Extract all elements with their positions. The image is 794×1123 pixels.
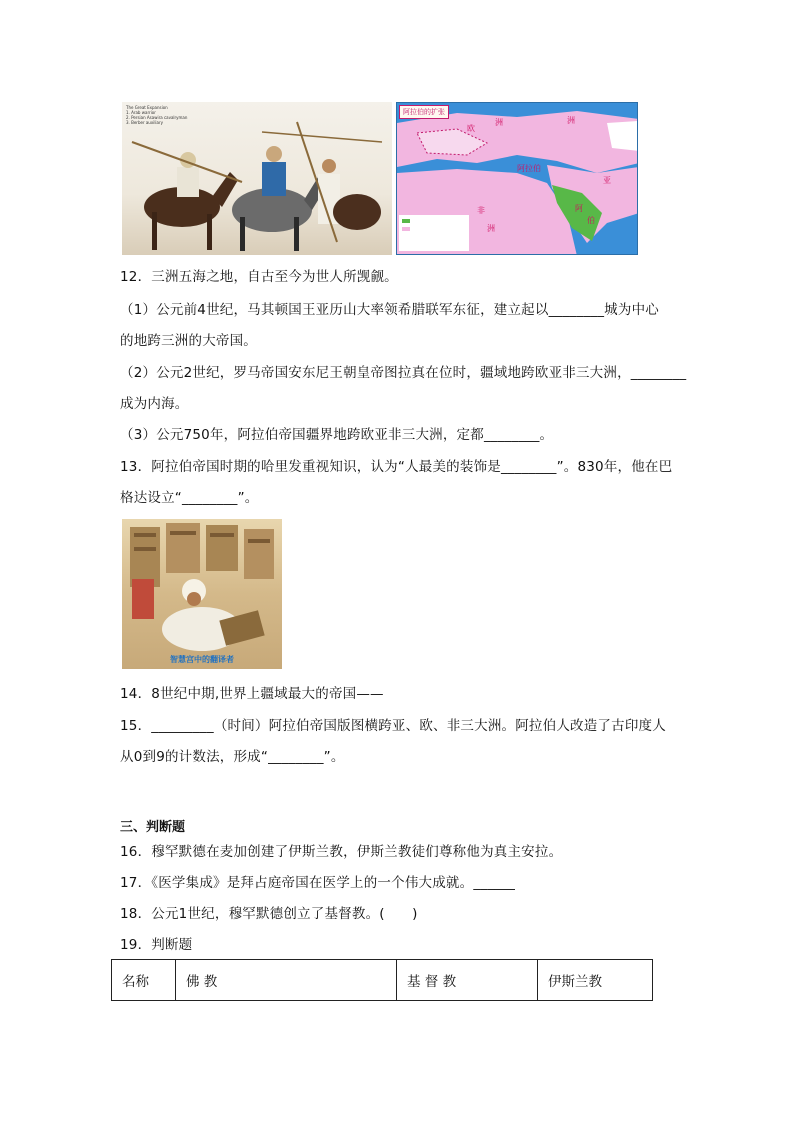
question-19: 19．判断题	[120, 937, 193, 953]
arab-expansion-map	[396, 102, 638, 255]
question-17: 17．《医学集成》是拜占庭帝国在医学上的一个伟大成就。______	[120, 875, 516, 891]
question-12-part-2-cont: 成为内海。	[120, 396, 189, 412]
table-row	[112, 960, 653, 1001]
question-13: 13．阿拉伯帝国时期的哈里发重视知识，认为“人最美的装饰是________”。830年，他在巴	[120, 459, 673, 475]
question-18: 18．公元1世纪，穆罕默德创立了基督教。( )	[120, 906, 418, 922]
map-drawing	[397, 103, 638, 255]
figures-row	[122, 102, 638, 255]
horsemen-drawing	[122, 102, 392, 255]
question-12-part-1: （1）公元前4世纪，马其顿国王亚历山大率领希腊联军东征，建立起以________城为中心	[120, 302, 659, 318]
table-cell: 基 督 教	[397, 960, 538, 1001]
question-12-part-3: （3）公元750年，阿拉伯帝国疆界地跨欧亚非三大洲，定都________。	[120, 427, 554, 443]
translator-drawing	[122, 519, 282, 669]
map-label: 欧	[467, 124, 475, 133]
cavalry-illustration	[122, 102, 392, 255]
table-cell: 佛 教	[176, 960, 397, 1001]
map-label: 非	[477, 206, 485, 215]
map-label: 洲	[567, 116, 575, 125]
question-12-part-1-cont: 的地跨三洲的大帝国。	[120, 333, 257, 349]
caption-line: 3. Berber auxiliary	[126, 120, 164, 125]
translator-illustration	[122, 519, 282, 669]
religion-table	[111, 959, 653, 1001]
caption-line: 2. Persian Asawira cavalryman	[126, 115, 188, 120]
map-title: 阿拉伯的扩张	[399, 105, 449, 119]
map-label: 伯	[587, 216, 595, 225]
table-cell: 名称	[112, 960, 176, 1001]
caption-line: The Great Expansion	[126, 105, 168, 110]
question-13-cont: 格达设立“________”。	[120, 490, 259, 506]
question-12: 12．三洲五海之地，自古至今为世人所觊觎。	[120, 269, 398, 285]
map-label: 洲	[487, 224, 495, 233]
question-15: 15．_________（时间）阿拉伯帝国版图横跨亚、欧、非三大洲。阿拉伯人改造了古印度人	[120, 718, 666, 734]
map-label: 洲	[495, 118, 503, 127]
question-14: 14．8世纪中期,世界上疆域最大的帝国——	[120, 686, 384, 702]
table-cell: 伊斯兰教	[538, 960, 653, 1001]
map-label: 阿拉伯	[517, 164, 541, 173]
map-label: 阿	[575, 204, 583, 213]
map-label: 亚	[603, 176, 611, 185]
question-15-cont: 从0到9的计数法，形成“________”。	[120, 749, 345, 765]
section-title: 三、判断题	[120, 820, 186, 835]
caption-line: 1. Arab warrior	[126, 110, 156, 115]
question-16: 16．穆罕默德在麦加创建了伊斯兰教，伊斯兰教徒们尊称他为真主安拉。	[120, 844, 563, 860]
question-12-part-2: （2）公元2世纪，罗马帝国安东尼王朝皇帝图拉真在位时，疆域地跨欧亚非三大洲，________	[120, 365, 687, 381]
illustration-caption: 智慧宫中的翻译者	[170, 655, 234, 664]
